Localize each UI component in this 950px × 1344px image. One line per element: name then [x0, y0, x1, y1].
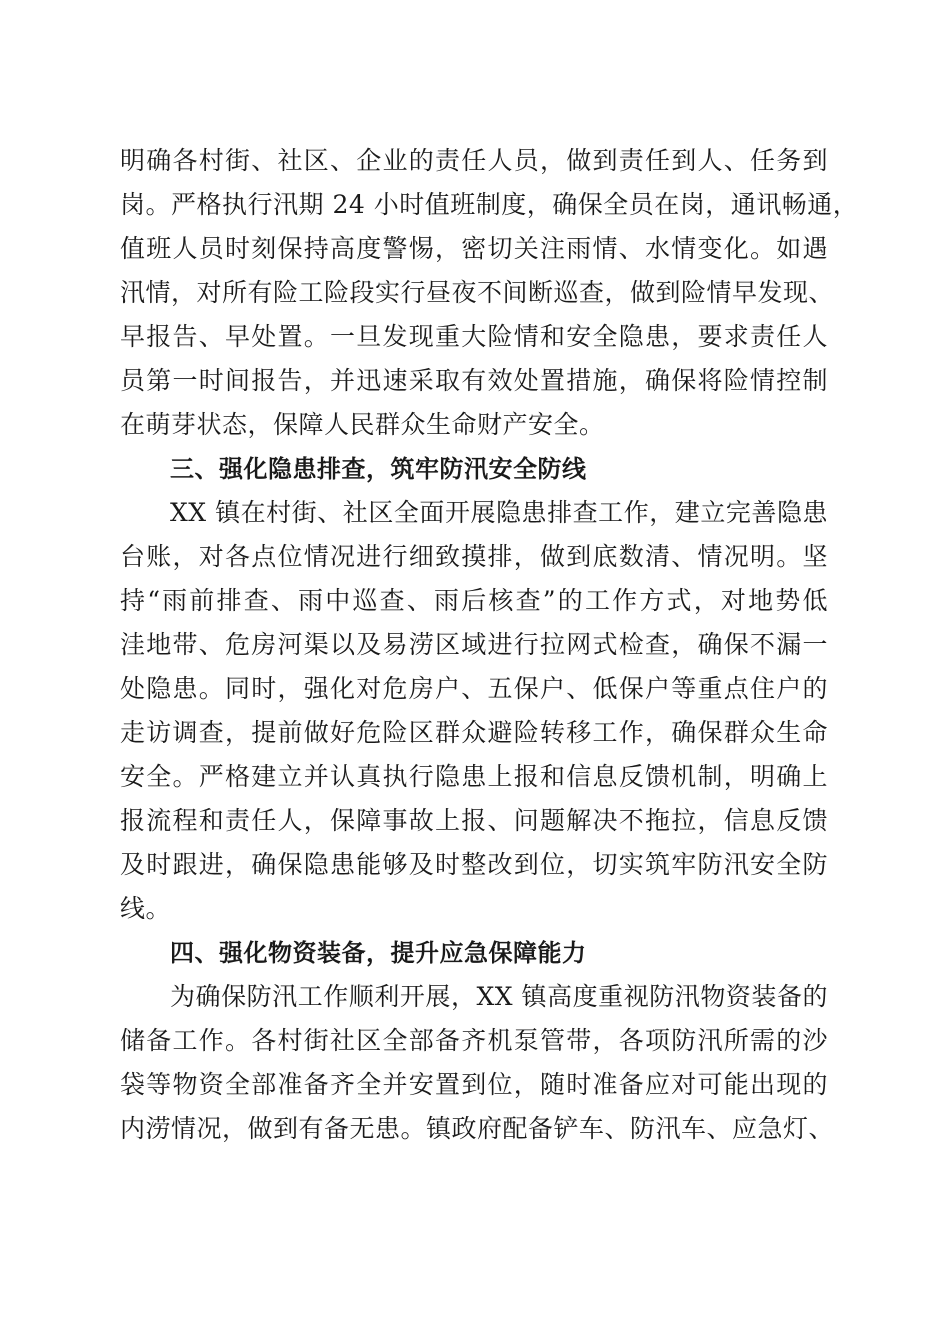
paragraph-duty-system	[120, 139, 859, 447]
text-line: XX 镇在村街、社区全面开展隐患排查工作，建立完善隐患	[170, 498, 828, 527]
text-line: 洼地带、危房河渠以及易涝区域进行拉网式检查，确保不漏一	[120, 630, 828, 659]
section-heading-3: 三、强化隐患排查，筑牢防汛安全防线	[170, 455, 587, 483]
text-line: 储备工作。各村街社区全部备齐机泵管带，各项防汛所需的沙	[120, 1026, 828, 1055]
text-line: 员第一时间报告，并迅速采取有效处置措施，确保将险情控制	[120, 366, 828, 395]
text-line: 汛情，对所有险工险段实行昼夜不间断巡查，做到险情早发现、	[120, 278, 835, 307]
document-page	[120, 139, 859, 1151]
text-line: 处隐患。同时，强化对危房户、五保户、低保户等重点住户的	[120, 674, 828, 703]
text-line: 在萌芽状态，保障人民群众生命财产安全。	[120, 410, 605, 439]
text-line: 走访调查，提前做好危险区群众避险转移工作，确保群众生命	[120, 718, 828, 747]
text-line: 岗。严格执行汛期 24 小时值班制度，确保全员在岗，通讯畅通，	[120, 190, 859, 219]
text-line: 明确各村街、社区、企业的责任人员，做到责任到人、任务到	[120, 146, 828, 175]
text-line: 内涝情况，做到有备无患。镇政府配备铲车、防汛车、应急灯、	[120, 1114, 835, 1143]
text-line: 袋等物资全部准备齐全并安置到位，随时准备应对可能出现的	[120, 1070, 828, 1099]
text-line: 线。	[120, 894, 172, 923]
text-line: 为确保防汛工作顺利开展，XX 镇高度重视防汛物资装备的	[170, 982, 828, 1011]
paragraph-material-equipment	[120, 975, 835, 1151]
text-line: 报流程和责任人，保障事故上报、问题解决不拖拉，信息反馈	[120, 806, 828, 835]
text-line: 及时跟进，确保隐患能够及时整改到位，切实筑牢防汛安全防	[120, 850, 828, 879]
text-line: 值班人员时刻保持高度警惕，密切关注雨情、水情变化。如遇	[120, 234, 828, 263]
text-line: 持“雨前排查、雨中巡查、雨后核查”的工作方式，对地势低	[120, 586, 828, 615]
text-line: 安全。严格建立并认真执行隐患上报和信息反馈机制，明确上	[120, 762, 828, 791]
section-heading-4: 四、强化物资装备，提升应急保障能力	[170, 939, 587, 967]
paragraph-hazard-inspection	[120, 491, 828, 931]
text-line: 台账，对各点位情况进行细致摸排，做到底数清、情况明。坚	[120, 542, 828, 571]
text-line: 早报告、早处置。一旦发现重大险情和安全隐患，要求责任人	[120, 322, 828, 351]
